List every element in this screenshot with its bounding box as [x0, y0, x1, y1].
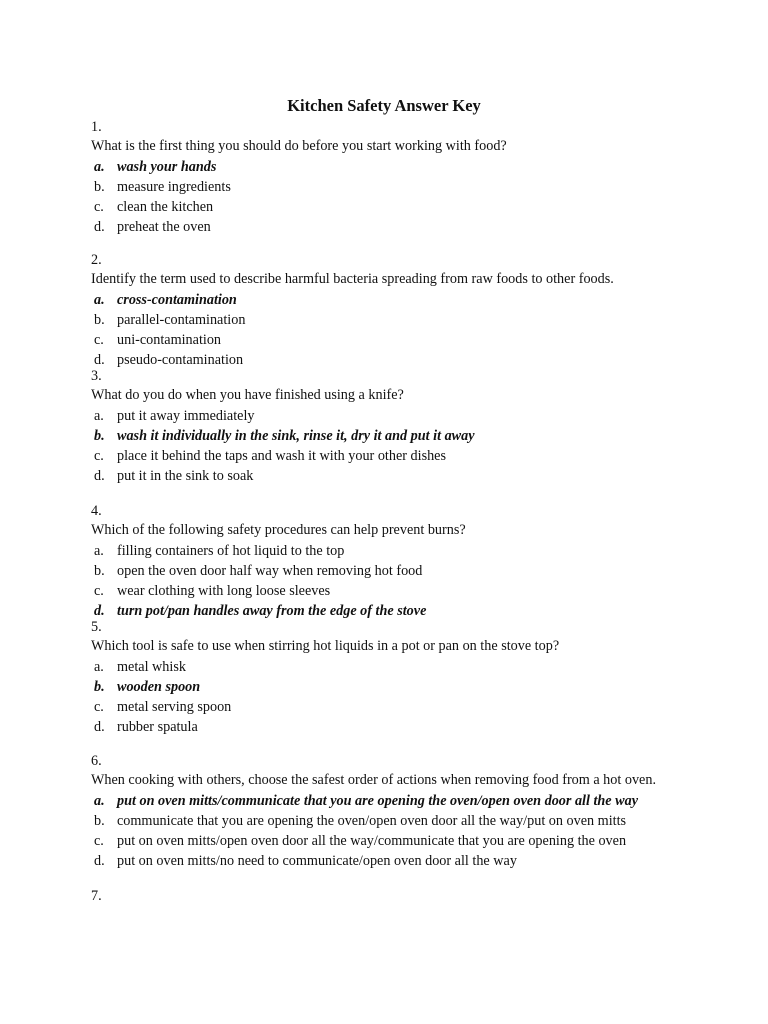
option-text: open the oven door half way when removing hot food	[117, 563, 423, 579]
option-text: metal serving spoon	[117, 699, 232, 715]
option-letter: d.	[94, 352, 105, 368]
option-b-correct	[91, 677, 681, 697]
question-number: 1.	[91, 119, 102, 135]
option-c	[91, 831, 681, 851]
option-a-correct	[91, 157, 681, 177]
option-c	[91, 697, 681, 717]
question-6	[91, 751, 681, 871]
option-text: wash it individually in the sink, rinse it, dry it and put it away	[117, 428, 475, 444]
option-b	[91, 561, 681, 581]
option-text: communicate that you are opening the oven/open oven door all the way/put on oven mitts	[117, 813, 627, 829]
option-letter: a.	[94, 408, 104, 424]
option-text: wash your hands	[117, 159, 217, 175]
question-prompt: Identify the term used to describe harmful bacteria spreading from raw foods to other foods.	[91, 271, 614, 287]
option-b	[91, 811, 681, 831]
option-letter: a.	[94, 159, 105, 175]
question-number: 6.	[91, 753, 102, 769]
question-number: 7.	[91, 888, 102, 904]
option-letter: b.	[94, 563, 105, 579]
question-number: 5.	[91, 619, 102, 635]
option-text: rubber spatula	[117, 719, 198, 735]
option-letter: c.	[94, 583, 104, 599]
option-text: put it away immediately	[117, 408, 255, 424]
option-letter: b.	[94, 679, 105, 695]
option-text: parallel-contamination	[117, 312, 246, 328]
option-d	[91, 466, 681, 486]
option-letter: d.	[94, 603, 105, 619]
option-c	[91, 446, 681, 466]
option-text: put on oven mitts/no need to communicate/open oven door all the way	[117, 853, 517, 869]
option-a	[91, 657, 681, 677]
option-text: metal whisk	[117, 659, 186, 675]
option-a	[91, 406, 681, 426]
question-number: 3.	[91, 368, 102, 384]
question-prompt: When cooking with others, choose the safest order of actions when removing food from a hot oven.	[91, 772, 656, 788]
option-letter: d.	[94, 853, 105, 869]
option-letter: b.	[94, 179, 105, 195]
option-d	[91, 717, 681, 737]
option-text: put on oven mitts/communicate that you are opening the oven/open oven door all the way	[117, 793, 639, 809]
option-d	[91, 217, 681, 237]
option-text: put on oven mitts/open oven door all the way/communicate that you are opening the oven	[117, 833, 627, 849]
option-text: clean the kitchen	[117, 199, 214, 215]
option-b	[91, 177, 681, 197]
option-letter: c.	[94, 448, 104, 464]
option-text: pseudo-contamination	[117, 352, 244, 368]
option-letter: c.	[94, 332, 104, 348]
option-text: wear clothing with long loose sleeves	[117, 583, 331, 599]
question-prompt: Which of the following safety procedures can help prevent burns?	[91, 522, 466, 538]
question-number: 2.	[91, 252, 102, 268]
option-letter: c.	[94, 833, 104, 849]
option-letter: a.	[94, 659, 104, 675]
option-text: filling containers of hot liquid to the top	[117, 543, 345, 559]
option-b	[91, 310, 681, 330]
option-d	[91, 851, 681, 871]
option-c	[91, 330, 681, 350]
option-text: wooden spoon	[117, 679, 201, 695]
option-text: place it behind the taps and wash it with your other dishes	[117, 448, 447, 464]
option-letter: c.	[94, 199, 104, 215]
option-letter: c.	[94, 699, 104, 715]
option-text: uni-contamination	[117, 332, 222, 348]
option-letter: d.	[94, 719, 105, 735]
page-title: Kitchen Safety Answer Key	[287, 96, 481, 115]
option-a	[91, 541, 681, 561]
option-letter: b.	[94, 813, 105, 829]
option-b-correct	[91, 426, 681, 446]
option-letter: a.	[94, 543, 104, 559]
option-c	[91, 581, 681, 601]
question-prompt: What do you do when you have finished using a knife?	[91, 387, 404, 403]
option-text: turn pot/pan handles away from the edge of the stove	[117, 603, 427, 619]
question-5	[91, 617, 681, 737]
option-text: put it in the sink to soak	[117, 468, 254, 484]
question-prompt: What is the first thing you should do before you start working with food?	[91, 138, 507, 154]
option-letter: b.	[94, 428, 105, 444]
option-letter: d.	[94, 219, 105, 235]
question-7	[91, 886, 681, 906]
question-prompt: Which tool is safe to use when stirring hot liquids in a pot or pan on the stove top?	[91, 638, 560, 654]
question-3	[91, 366, 681, 486]
option-a-correct	[91, 791, 681, 811]
option-a-correct	[91, 290, 681, 310]
option-letter: b.	[94, 312, 105, 328]
question-2	[91, 250, 681, 370]
question-1	[91, 117, 681, 237]
question-4	[91, 501, 681, 621]
option-letter: a.	[94, 793, 105, 809]
option-text: cross-contamination	[117, 292, 237, 308]
option-letter: d.	[94, 468, 105, 484]
option-letter: a.	[94, 292, 105, 308]
option-text: preheat the oven	[117, 219, 211, 235]
option-c	[91, 197, 681, 217]
option-text: measure ingredients	[117, 179, 231, 195]
question-number: 4.	[91, 503, 102, 519]
